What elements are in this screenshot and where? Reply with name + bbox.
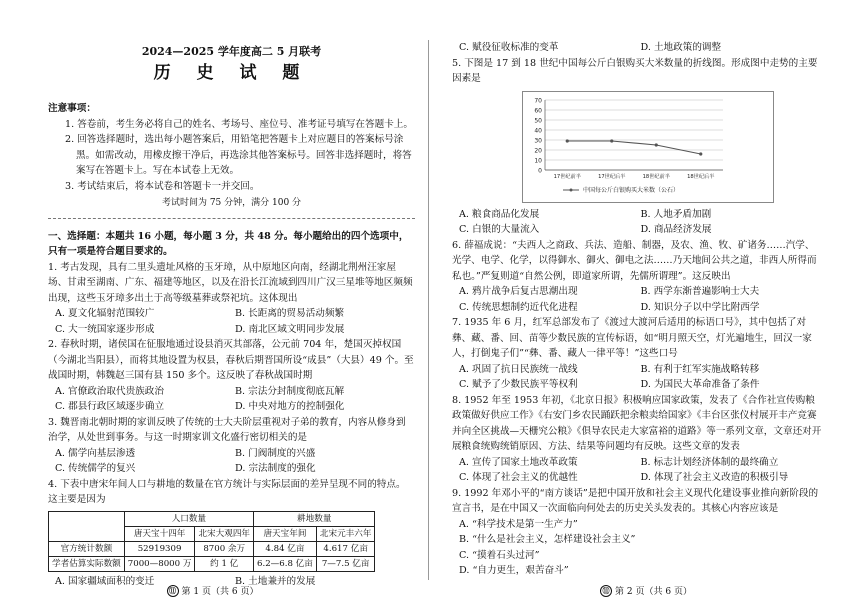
chart-y-tick-label: 10 bbox=[534, 157, 542, 164]
option[interactable]: C. 传统儒学的复兴 bbox=[55, 463, 136, 474]
line-chart bbox=[522, 91, 774, 203]
table-cell: 52919309 bbox=[124, 541, 195, 556]
left-page bbox=[0, 0, 425, 608]
option[interactable]: A. 国家疆域面积的变迁 bbox=[55, 575, 155, 587]
option[interactable]: A. 宣传了国家土地改革政策 bbox=[459, 456, 578, 468]
option[interactable]: B. 有利于红军实施战略转移 bbox=[640, 363, 760, 375]
table-col-header: 唐天宝十四年 bbox=[124, 526, 195, 541]
exam-title: 2024—2025 学年度高二 5 月联考 bbox=[141, 45, 322, 58]
option[interactable]: B. 长距离的贸易活动频繁 bbox=[235, 308, 345, 319]
option[interactable]: D. 商品经济发展 bbox=[640, 224, 712, 235]
chart-y-tick-label: 0 bbox=[538, 167, 542, 174]
column-divider bbox=[428, 40, 429, 580]
option[interactable]: B. 人地矛盾加剧 bbox=[640, 208, 712, 220]
question-1: 1. 考古发现，具有二里头遗址风格的玉牙璋，从中原地区向南，经湖北荆州汪家屋场、甘肃至湖南、广东、福建等地区，以及在沿长江流域到四川广汉三星堆等地区频频出现，这些玉牙璋多出土于高等级墓葬或祭祀坑。这体现出 bbox=[48, 261, 413, 304]
option[interactable]: B. 西学东渐普遍影响士大夫 bbox=[640, 286, 760, 297]
option[interactable]: C. 郡县行政区域逐步确立 bbox=[55, 401, 165, 412]
chart-legend-marker bbox=[570, 188, 573, 191]
question-6-options bbox=[452, 284, 822, 315]
page-footer bbox=[0, 585, 425, 601]
question-9: 9. 1992 年邓小平的“南方谈话”是把中国开放和社会主义现代化建设事业推向新阶段的宣言书，是在中国又一次面临向何处去的历史关头发表的。其核心内容应该是 bbox=[452, 487, 819, 514]
option[interactable]: D. 体现了社会主义改造的积极引导 bbox=[640, 472, 789, 483]
option[interactable]: C. 白银的大量流入 bbox=[459, 224, 540, 235]
notice-heading: 注意事项： bbox=[48, 103, 96, 114]
chart-series-line bbox=[567, 141, 701, 154]
chart-x-tick-label: 17世纪后半 bbox=[598, 173, 626, 180]
table-row bbox=[49, 541, 375, 556]
chart-y-tick-label: 70 bbox=[534, 97, 542, 104]
chart-y-tick-label: 50 bbox=[534, 117, 542, 124]
table-cell: 4.617 亿亩 bbox=[316, 541, 375, 556]
option[interactable]: C. 赋予了少数民族平等权利 bbox=[459, 379, 578, 390]
subject-title: 历 史 试 题 bbox=[153, 63, 310, 83]
option[interactable]: C. 赋役征收标准的变革 bbox=[459, 42, 559, 53]
page-number-text: 第 1 页（共 6 页） bbox=[181, 586, 259, 597]
option[interactable]: A. 官僚政治取代贵族政治 bbox=[55, 385, 164, 397]
option[interactable]: D. 为国民大革命准备了条件 bbox=[640, 379, 760, 390]
option[interactable]: A. 夏文化辐射范围较广 bbox=[55, 308, 155, 319]
option[interactable]: B. 标志计划经济体制的最终确立 bbox=[640, 456, 779, 468]
chart-svg bbox=[523, 92, 773, 202]
question-7: 7. 1935 年 6 月，红军总部发布了《渡过大渡河后适用的标语口号》，其中包括了对彝、藏、番、回、苗等少数民族的宣传标语，如“明月照天空，灯光遍地生，回汉一家人，打倒鬼子们”“彝、番、藏人一律平等！”这些口号 bbox=[452, 317, 812, 359]
table-cell: 7—7.5 亿亩 bbox=[316, 556, 375, 571]
option[interactable]: A. 鸦片战争后复古思潮出现 bbox=[459, 286, 578, 297]
table-corner bbox=[49, 511, 125, 541]
table-row-label: 学者估算实际数额 bbox=[49, 556, 125, 571]
question-5-options bbox=[452, 207, 822, 238]
option[interactable]: A. 儒学向基层渗透 bbox=[55, 447, 136, 459]
question-2: 2. 春秋时期，诸侯国在征服地通过设县消灭其部落，公元前 704 年，楚国灭掉权国（今湖北当阳县），而将其地设置为权县，春秋后期晋国所设“成县”（大县）49 个。至战国时期，韩魏赵三国有县 150 多个。这反映了春秋战国时期 bbox=[48, 339, 414, 381]
question-3: 3. 魏晋南北朝时期的家训反映了传统的士大夫阶层重视对子弟的教育，内容从修身到治学，从处世到事务。与这一时期家训文化盛行密切相关的是 bbox=[48, 416, 406, 443]
chart-x-tick-label: 17世纪前半 bbox=[553, 173, 581, 180]
chart-point bbox=[610, 139, 613, 142]
chart-point bbox=[699, 152, 702, 155]
separator bbox=[48, 218, 415, 219]
option[interactable]: D. 知识分子以中学比附西学 bbox=[640, 301, 760, 313]
chart-legend-label: 中国每公斤白银购买大米数（公石） bbox=[583, 186, 680, 194]
option[interactable]: A. 粮食商品化发展 bbox=[459, 208, 540, 220]
chart-x-tick-label: 18世纪后半 bbox=[687, 173, 715, 180]
table-col-header: 北宋大观四年 bbox=[195, 526, 254, 541]
option[interactable]: C. “摸着石头过河” bbox=[459, 549, 540, 561]
option[interactable]: C. 大一统国家逐步形成 bbox=[55, 323, 155, 335]
question-3-options bbox=[48, 446, 415, 477]
question-8: 8. 1952 年至 1953 年初，《北京日报》积极响应国家政策，发表了《合作社宣传购粮政策做好供应工作》《右安门乡农民踊跃把余粮卖给国家》《丰台区张仪村展开丰产竞赛并向全区挑战—天栅究公粮》《俱导农民走大家富裕的道路》等一系列文章，文章还对开展粮食统购统销原因、方法、结果等问题均有反映。这些文章的发表 bbox=[452, 394, 822, 452]
chart-x-tick-label: 18世纪前半 bbox=[642, 173, 670, 180]
chart-y-tick-label: 30 bbox=[534, 137, 542, 144]
question-7-options bbox=[452, 362, 822, 393]
chart-y-tick-label: 40 bbox=[534, 127, 542, 134]
option[interactable]: D. “自力更生，艰苦奋斗” bbox=[459, 565, 569, 576]
table-col-header: 唐天宝年间 bbox=[254, 526, 317, 541]
right-page bbox=[432, 0, 860, 608]
option[interactable]: A. “科学技术是第一生产力” bbox=[459, 518, 578, 530]
chart-y-tick-label: 60 bbox=[534, 107, 542, 114]
option[interactable]: D. 土地政策的调整 bbox=[640, 42, 722, 53]
notice-item: 3. 考试结束后，将本试卷和答题卡一并交回。 bbox=[65, 180, 260, 192]
option[interactable]: B. 土地兼并的发展 bbox=[235, 575, 316, 587]
table-row-label: 官方统计数额 bbox=[49, 541, 125, 556]
question-4-options-cont bbox=[452, 40, 822, 56]
question-6: 6. 薛福成说：“夫西人之商政、兵法、造船、制器，及农、渔、牧、矿诸务……汽学、光学、电学、化学，以得御水、御火、御电之法……乃天地间公共之道，非西人所得而私也。”严复则道“自然公例，即道家所谓，先儒所谓理”。这反映出 bbox=[452, 239, 817, 282]
table-group-header: 人口数量 bbox=[124, 511, 253, 526]
time-info: 考试时间为 75 分钟，满分 100 分 bbox=[161, 198, 302, 208]
chart-point bbox=[655, 143, 658, 146]
notice-item: 1. 答卷前，考生务必将自己的姓名、考场号、座位号、准考证号填写在答题卡上。 bbox=[65, 118, 413, 130]
chart-point bbox=[566, 139, 569, 142]
table-row bbox=[49, 556, 375, 571]
table-cell: 约 1 亿 bbox=[195, 556, 254, 571]
page-number-icon: ⑪ bbox=[167, 585, 179, 597]
page-number-text: 第 2 页（共 6 页） bbox=[615, 586, 692, 597]
section-heading: 一、选择题：本题共 16 小题，每小题 3 分，共 48 分。每小题给出的四个选项中，只有一项是符合题目要求的。 bbox=[48, 230, 409, 257]
option[interactable]: B. 门阀制度的兴盛 bbox=[235, 447, 316, 459]
table-cell: 7000—8000 万 bbox=[124, 556, 195, 571]
option[interactable]: D. 中央对地方的控制强化 bbox=[235, 401, 345, 412]
question-5: 5. 下图是 17 到 18 世纪中国每公斤白银购买大米数量的折线图。形成图中走势的主要因素是 bbox=[452, 57, 818, 84]
table-group-header: 耕地数量 bbox=[254, 511, 375, 526]
table-cell: 6.2—6.8 亿亩 bbox=[254, 556, 317, 571]
data-table bbox=[48, 511, 375, 572]
question-1-options bbox=[48, 306, 415, 337]
page-number-icon: ⑪ bbox=[600, 585, 612, 597]
page-footer bbox=[432, 585, 860, 601]
option[interactable]: A. 巩固了抗日民族统一战线 bbox=[459, 363, 578, 375]
option[interactable]: B. 宗法分封制度彻底瓦解 bbox=[235, 385, 345, 397]
question-2-options bbox=[48, 384, 415, 415]
chart-y-tick-label: 20 bbox=[534, 147, 542, 154]
table-cell: 4.84 亿亩 bbox=[254, 541, 317, 556]
notice-item: 2. 回答选择题时，选出每小题答案后，用铅笔把答题卡上对应题目的答案标号涂黑。如需改动，用橡皮擦干净后，再选涂其他答案标号。回答非选择题时，将答案写在答题卡上。写在本试卷上无效。 bbox=[65, 134, 412, 176]
option[interactable]: B. “什么是社会主义，怎样建设社会主义” bbox=[459, 534, 636, 545]
option[interactable]: D. 宗法制度的强化 bbox=[235, 463, 316, 474]
table-col-header: 北宋元丰六年 bbox=[316, 526, 375, 541]
option[interactable]: C. 体现了社会主义的优越性 bbox=[459, 472, 578, 483]
question-4: 4. 下表中唐宋年间人口与耕地的数量在官方统计与实际层面的差异呈现不同的特点。这主要是因为 bbox=[48, 478, 406, 505]
table-cell: 8700 余万 bbox=[195, 541, 254, 556]
question-8-options bbox=[452, 455, 822, 486]
option[interactable]: C. 传统思想制约近代化进程 bbox=[459, 301, 578, 313]
option[interactable]: D. 南北区域文明同步发展 bbox=[235, 323, 345, 335]
